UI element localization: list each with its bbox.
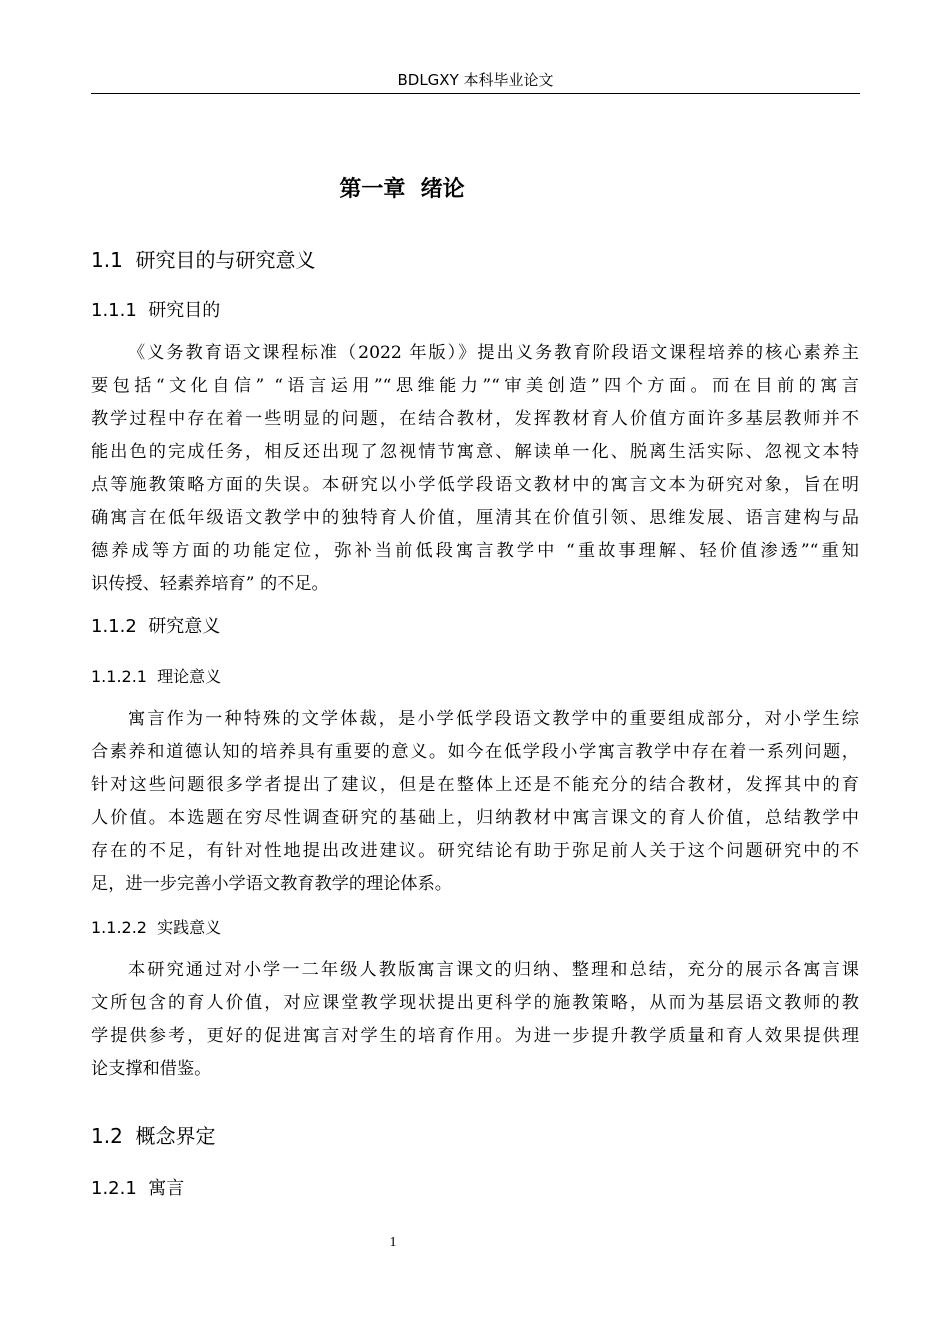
heading-1-2: 1.2 概念界定 [91,1124,216,1148]
page-number: 1 [389,1235,397,1250]
chapter-title: 第一章 绪论 [339,177,465,202]
heading-1-1-1: 1.1.1 研究目的 [91,300,221,321]
paragraph-line: 人价值。本选题在穷尽性调查研究的基础上，归纳教材中寓言课文的育人价值，总结教学中 [91,808,859,828]
heading-1-1-2-1: 1.1.2.1 理论意义 [91,667,222,686]
heading-1-1-2-2: 1.1.2.2 实践意义 [91,918,222,937]
paragraph-line: 足，进一步完善小学语文教育教学的理论体系。 [91,874,452,894]
paragraph-line: 点等施教策略方面的失误。本研究以小学低学段语文教材中的寓言文本为研究对象，旨在明 [91,475,859,495]
paragraph-line: 学提供参考，更好的促进寓言对学生的培育作用。为进一步提升教学质量和育人效果提供理 [91,1026,859,1046]
paragraph-line: 德养成等方面的功能定位，弥补当前低段寓言教学中 “重故事理解、轻价值渗透”“重知 [91,541,859,561]
paragraph-line: 本研究通过对小学一二年级人教版寓言课文的归纳、整理和总结，充分的展示各寓言课 [128,960,859,980]
paragraph-line: 要包括“文化自信” “语言运用”“思维能力”“审美创造”四个方面。而在目前的寓言 [91,376,859,396]
heading-1-1-2: 1.1.2 研究意义 [91,616,221,637]
running-header: BDLGXY 本科毕业论文 [397,71,554,89]
paragraph-line: 《义务教育语文课程标准（2022 年版）》提出义务教育阶段语文课程培养的核心素养主 [128,343,859,363]
paragraph-line: 能出色的完成任务，相反还出现了忽视情节寓意、解读单一化、脱离生活实际、忽视文本特 [91,442,859,462]
paragraph-line: 存在的不足，有针对性地提出改进建议。研究结论有助于弥足前人关于这个问题研究中的不 [91,841,859,861]
paragraph-line: 识传授、轻素养培育” 的不足。 [91,574,329,594]
paragraph-line: 教学过程中存在着一些明显的问题，在结合教材，发挥教材育人价值方面许多基层教师并不 [91,409,859,429]
paragraph-line: 论支撑和借鉴。 [91,1059,212,1079]
paragraph-research-purpose [91,337,859,601]
paragraph-line: 文所包含的育人价值，对应课堂教学现状提出更科学的施教策略，从而为基层语文教师的教 [91,993,859,1013]
paragraph-line: 寓言作为一种特殊的文学体裁，是小学低学段语文教学中的重要组成部分，对小学生综 [128,709,859,729]
heading-1-1: 1.1 研究目的与研究意义 [91,248,316,272]
paragraph-line: 合素养和道德认知的培养具有重要的意义。如今在低学段小学寓言教学中存在着一系列问题， [91,742,859,762]
paragraph-theoretical-significance [91,703,859,901]
heading-1-2-1: 1.2.1 寓言 [91,1178,185,1199]
paragraph-line: 针对这些问题很多学者提出了建议，但是在整体上还是不能充分的结合教材，发挥其中的育 [91,775,859,795]
header-rule [91,93,860,94]
paragraph-line: 确寓言在低年级语文教学中的独特育人价值，厘清其在价值引领、思维发展、语言建构与品 [91,508,859,528]
paragraph-practical-significance [91,954,859,1086]
